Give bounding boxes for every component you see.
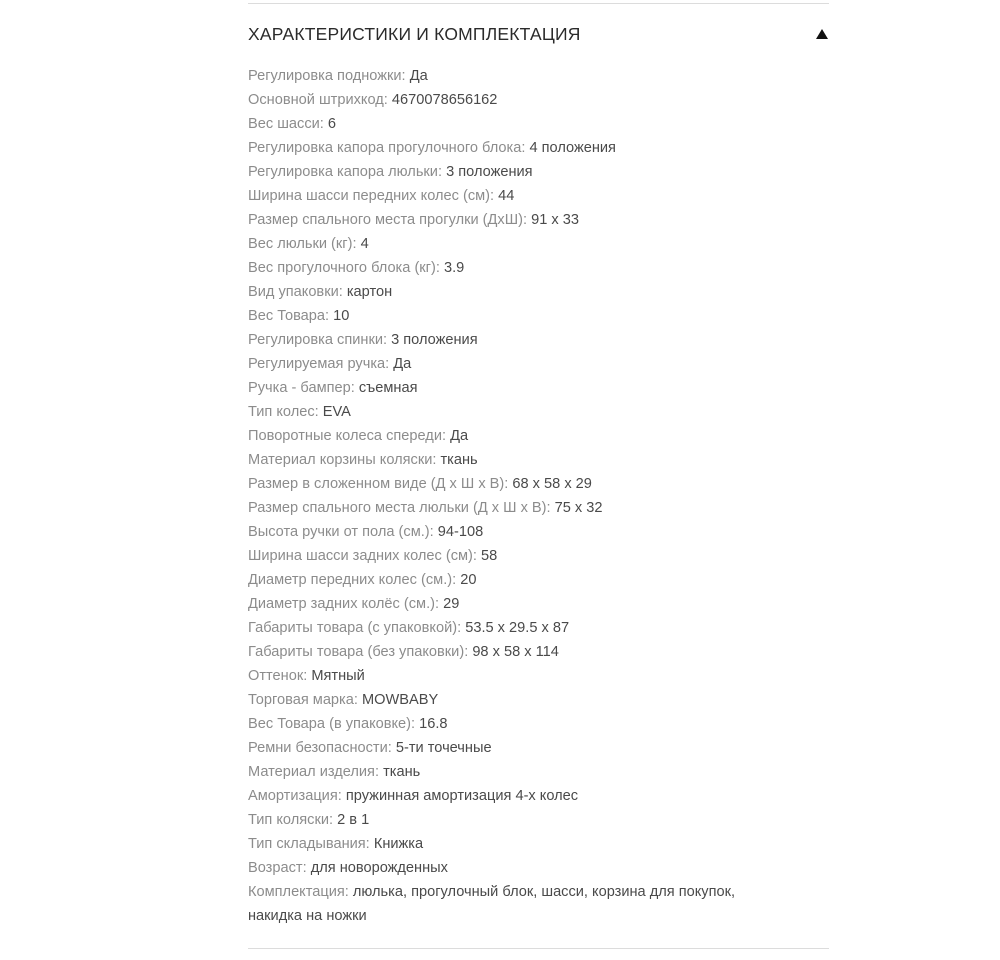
spec-row — [248, 280, 808, 304]
spec-value: 91 х 33 — [531, 212, 579, 228]
bottom-divider — [248, 948, 829, 949]
spec-row — [248, 832, 808, 856]
spec-row — [248, 256, 808, 280]
spec-label: Вид упаковки: — [248, 284, 343, 300]
spec-value: 3 положения — [446, 164, 533, 180]
section-title: ХАРАКТЕРИСТИКИ И КОМПЛЕКТАЦИЯ — [248, 23, 581, 44]
spec-value: Мятный — [311, 668, 365, 684]
spec-row — [248, 304, 808, 328]
spec-value: 16.8 — [419, 716, 448, 732]
spec-label: Габариты товара (без упаковки): — [248, 644, 469, 660]
spec-value: Да — [409, 68, 428, 84]
spec-row — [248, 352, 808, 376]
spec-value: 3.9 — [443, 260, 465, 276]
spec-row — [248, 808, 808, 832]
spec-value: ткань — [383, 764, 421, 780]
spec-row — [248, 160, 808, 184]
spec-row — [248, 760, 808, 784]
spec-label: Ремни безопасности: — [248, 740, 392, 756]
spec-label: Ширина шасси передних колес (см): — [248, 188, 495, 204]
spec-label: Вес прогулочного блока (кг): — [248, 260, 440, 276]
spec-row — [248, 592, 808, 616]
spec-label: Тип колес: — [248, 404, 319, 420]
spec-row — [248, 520, 808, 544]
spec-row — [248, 856, 808, 880]
spec-value: 29 — [443, 596, 460, 612]
spec-label: Регулировка подножки: — [248, 68, 406, 84]
spec-value: Книжка — [373, 836, 424, 852]
spec-row — [248, 544, 808, 568]
triangle-up-icon[interactable] — [815, 27, 829, 41]
spec-label: Основной штрихкод: — [248, 92, 388, 108]
spec-row — [248, 784, 808, 808]
spec-row — [248, 712, 808, 736]
spec-value: 58 — [481, 548, 498, 564]
spec-label: Торговая марка: — [248, 692, 358, 708]
specs-list — [248, 64, 808, 928]
spec-label: Ширина шасси задних колес (см): — [248, 548, 477, 564]
spec-label: Размер спального места люльки (Д х Ш х В): — [248, 500, 551, 516]
spec-label: Диаметр передних колес (см.): — [248, 572, 457, 588]
spec-value: съемная — [358, 380, 418, 396]
spec-label: Регулировка капора люльки: — [248, 164, 443, 180]
spec-row — [248, 400, 808, 424]
spec-value: 75 х 32 — [554, 500, 603, 516]
spec-value: 20 — [460, 572, 477, 588]
spec-label: Диаметр задних колёс (см.): — [248, 596, 440, 612]
spec-value: для новорожденных — [310, 860, 448, 876]
spec-value: 5-ти точечные — [395, 740, 492, 756]
spec-value: 4 положения — [529, 140, 616, 156]
spec-value: 68 х 58 х 29 — [512, 476, 592, 492]
spec-label: Материал изделия: — [248, 764, 380, 780]
spec-label: Вес шасси: — [248, 116, 324, 132]
spec-value: 98 х 58 х 114 — [472, 644, 559, 660]
spec-row — [248, 664, 808, 688]
spec-value: 44 — [498, 188, 515, 204]
spec-value: Да — [393, 356, 412, 372]
spec-label: Поворотные колеса спереди: — [248, 428, 447, 444]
spec-label: Высота ручки от пола (см.): — [248, 524, 434, 540]
spec-value: 4 — [360, 236, 369, 252]
spec-label: Тип складывания: — [248, 836, 370, 852]
spec-row — [248, 88, 808, 112]
spec-label: Амортизация: — [248, 788, 342, 804]
spec-value: 10 — [333, 308, 350, 324]
spec-value: Да — [450, 428, 469, 444]
spec-value: 6 — [327, 116, 337, 132]
spec-row — [248, 136, 808, 160]
spec-row — [248, 496, 808, 520]
spec-row — [248, 880, 788, 928]
spec-label: Габариты товара (с упаковкой): — [248, 620, 462, 636]
spec-label: Комплектация: — [248, 884, 349, 900]
spec-row — [248, 328, 808, 352]
spec-row — [248, 688, 808, 712]
spec-value: ткань — [440, 452, 478, 468]
spec-label: Размер в сложенном виде (Д х Ш х В): — [248, 476, 509, 492]
spec-row — [248, 472, 808, 496]
spec-row — [248, 184, 808, 208]
spec-row — [248, 736, 808, 760]
spec-label: Вес Товара (в упаковке): — [248, 716, 416, 732]
spec-row — [248, 112, 808, 136]
spec-row — [248, 208, 808, 232]
spec-row — [248, 640, 808, 664]
spec-value: EVA — [322, 404, 351, 420]
spec-value: 53.5 х 29.5 х 87 — [465, 620, 570, 636]
spec-label: Регулируемая ручка: — [248, 356, 390, 372]
specs-accordion-header[interactable] — [248, 20, 829, 48]
spec-value: пружинная амортизация 4-х колес — [345, 788, 579, 804]
spec-label: Ручка - бампер: — [248, 380, 355, 396]
spec-value: 2 в 1 — [337, 812, 370, 828]
spec-label: Регулировка спинки: — [248, 332, 388, 348]
spec-row — [248, 424, 808, 448]
spec-value: MOWBABY — [362, 692, 439, 708]
spec-label: Вес люльки (кг): — [248, 236, 357, 252]
spec-value: 3 положения — [391, 332, 478, 348]
spec-value: картон — [346, 284, 393, 300]
spec-row — [248, 568, 808, 592]
spec-row — [248, 232, 808, 256]
top-divider — [248, 3, 829, 4]
spec-label: Возраст: — [248, 860, 307, 876]
spec-row — [248, 448, 808, 472]
spec-row — [248, 616, 808, 640]
spec-label: Тип коляски: — [248, 812, 334, 828]
spec-value: 94-108 — [437, 524, 484, 540]
spec-label: Оттенок: — [248, 668, 308, 684]
spec-row — [248, 64, 808, 88]
spec-label: Материал корзины коляски: — [248, 452, 437, 468]
spec-value: люлька, прогулочный блок, шасси, корзина для покупок, накидка на ножки — [248, 884, 736, 924]
spec-value: 4670078656162 — [391, 92, 498, 108]
spec-row — [248, 376, 808, 400]
spec-label: Размер спального места прогулки (ДхШ): — [248, 212, 528, 228]
spec-label: Вес Товара: — [248, 308, 330, 324]
spec-label: Регулировка капора прогулочного блока: — [248, 140, 526, 156]
